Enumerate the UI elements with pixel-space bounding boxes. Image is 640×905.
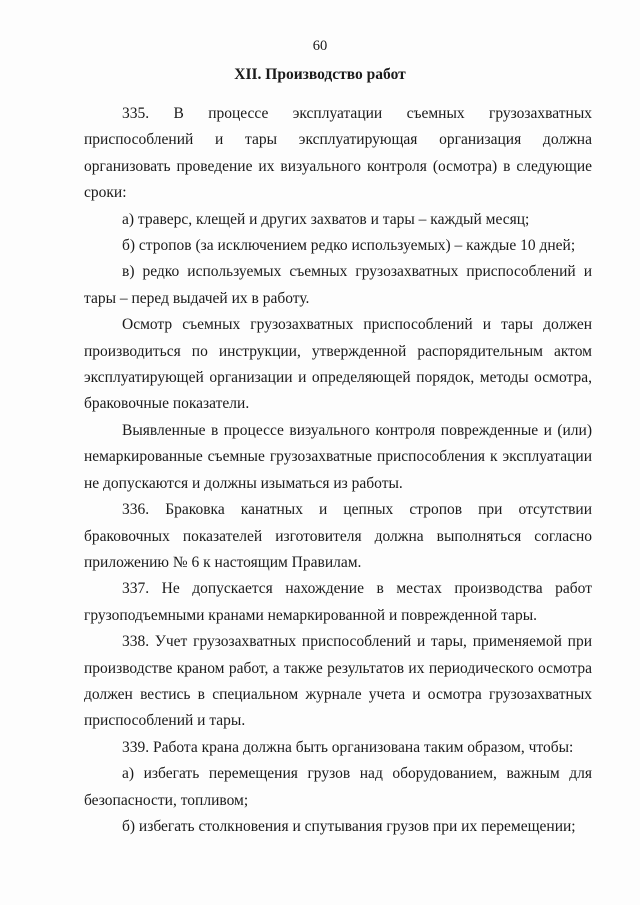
- paragraph-inspection-instruction: Осмотр съемных грузозахватных приспособлений и тары должен производиться по инструкции, утвержденной распорядительным актом эксплуатирующей организации и определяющей порядок, методы осмотра, браковочные показатели.: [84, 316, 592, 413]
- section-title: XII. Производство работ: [234, 66, 406, 83]
- paragraph-335-b: б) стропов (за исключением редко используемых) – каждые 10 дней;: [122, 237, 576, 255]
- paragraph-339-a: а) избегать перемещения грузов над оборудованием, важным для безопасности, топливом;: [84, 765, 592, 809]
- paragraph-335-a: а) траверс, клещей и других захватов и тары – каждый месяц;: [122, 210, 530, 228]
- page-number: 60: [312, 38, 328, 54]
- paragraph-339-b: б) избегать столкновения и спутывания грузов при их перемещении;: [122, 817, 576, 835]
- paragraph-337: 337. Не допускается нахождение в местах производства работ грузоподъемными кранами немаркированной и поврежденной тары.: [84, 580, 592, 624]
- paragraph-336: 336. Браковка канатных и цепных стропов при отсутствии браковочных показателей изготовителя должна выполняться согласно приложению № 6 к настоящим Правилам.: [84, 501, 592, 571]
- paragraph-339: 339. Работа крана должна быть организована таким образом, чтобы:: [122, 738, 574, 756]
- paragraph-335: 335. В процессе эксплуатации съемных грузозахватных приспособлений и тары эксплуатирующая организация должна организовать проведение их визуального контроля (осмотра) в следующие сроки:: [84, 105, 592, 202]
- document-body: [84, 101, 592, 840]
- paragraph-335-v: в) редко используемых съемных грузозахватных приспособлений и тары – перед выдачей их в работу.: [84, 263, 592, 307]
- paragraph-defects: Выявленные в процессе визуального контроля поврежденные и (или) немаркированные съемные грузозахватные приспособления к эксплуатации не допускаются и должны изыматься из работы.: [84, 421, 592, 492]
- paragraph-338: 338. Учет грузозахватных приспособлений и тары, применяемой при производстве краном работ, а также результатов их периодического осмотра должен вестись в специальном журнале учета и осмотра грузозахватных приспособлений и тары.: [84, 633, 592, 730]
